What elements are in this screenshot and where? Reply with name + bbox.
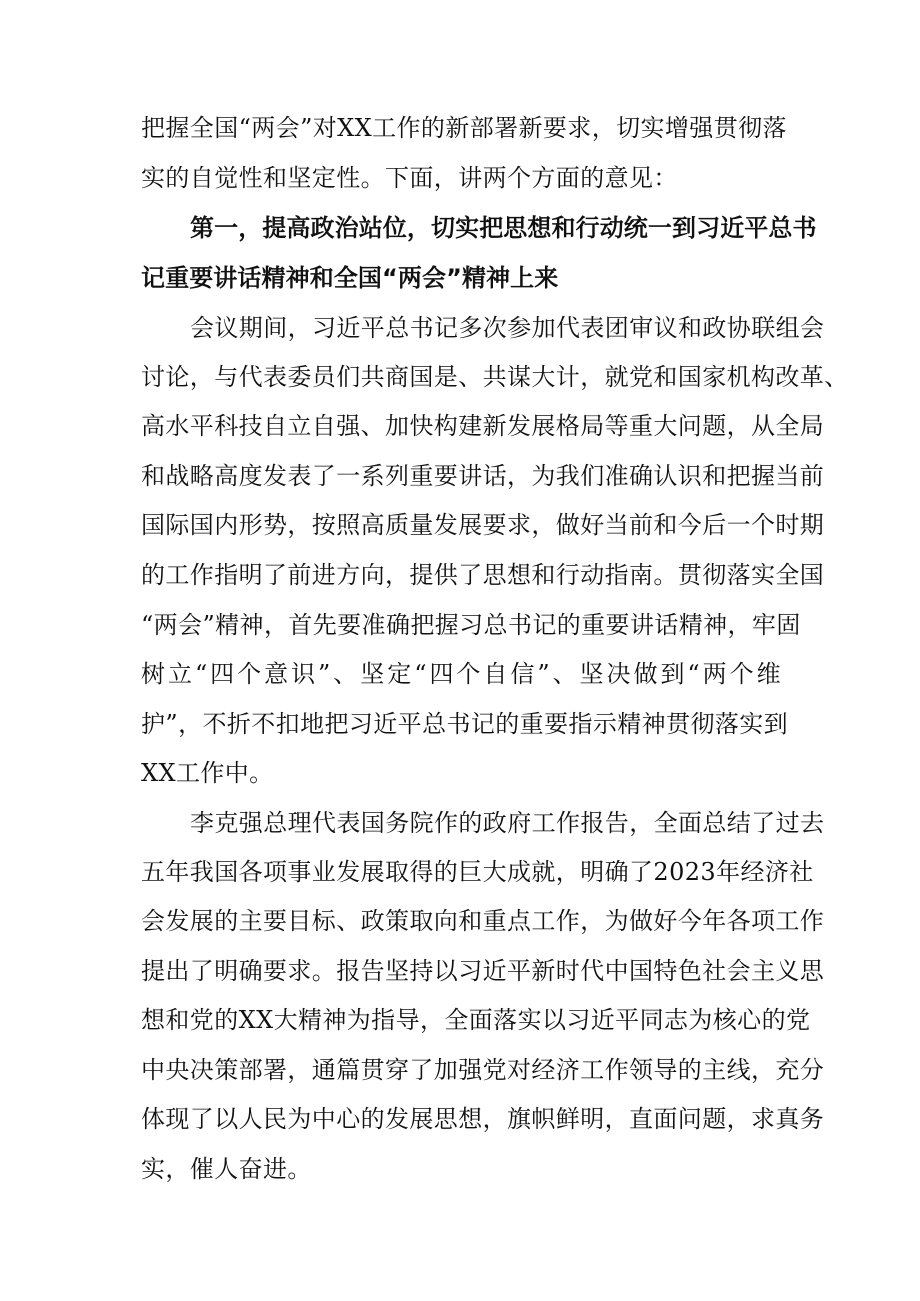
paragraph2-line-1: 李克强总理代表国务院作的政府工作报告，全面总结了过去: [190, 809, 825, 837]
paragraph1-line-4: 和战略高度发表了一系列重要讲话，为我们准确认识和把握当前: [141, 462, 825, 490]
paragraph2-line-3: 会发展的主要目标、政策取向和重点工作，为做好今年各项工作: [141, 907, 825, 935]
intro-line-2: 实的自觉性和坚定性。下面，讲两个方面的意见：: [141, 164, 678, 192]
section-heading-line-1: 第一，提高政治站位，切实把思想和行动统一到习近平总书: [190, 214, 817, 242]
section-heading-line-2: 记重要讲话精神和全国“两会”精神上来: [141, 264, 559, 292]
paragraph2-line-8: 实，催人奋进。: [141, 1155, 312, 1183]
intro-line-1: 把握全国“两会”对XX工作的新部署新要求，切实增强贯彻落: [141, 114, 787, 142]
paragraph2-line-6: 中央决策部署，通篇贯穿了加强党对经济工作领导的主线，充分: [141, 1056, 825, 1084]
paragraph2-line-4: 提出了明确要求。报告坚持以习近平新时代中国特色社会主义思: [141, 957, 825, 985]
paragraph2-line-5: 想和党的XX大精神为指导，全面落实以习近平同志为核心的党: [141, 1006, 811, 1034]
paragraph1-line-5: 国际国内形势，按照高质量发展要求，做好当前和今后一个时期: [141, 511, 825, 539]
paragraph1-line-8: 树立“四个意识”、坚定“四个自信”、坚决做到“两个维: [141, 660, 781, 688]
paragraph1-line-3: 高水平科技自立自强、加快构建新发展格局等重大问题，从全局: [141, 412, 825, 440]
paragraph2-line-7: 体现了以人民为中心的发展思想，旗帜鲜明，直面问题，求真务: [141, 1105, 825, 1133]
paragraph1-line-9: 护”，不折不扣地把习近平总书记的重要指示精神贯彻落实到: [141, 710, 789, 738]
paragraph1-line-2: 讨论，与代表委员们共商国是、共谋大计，就党和国家机构改革、: [141, 363, 849, 391]
paragraph2-line-2: 五年我国各项事业发展取得的巨大成就，明确了2023年经济社: [141, 858, 814, 886]
paragraph1-line-6: 的工作指明了前进方向，提供了思想和行动指南。贯彻落实全国: [141, 561, 825, 589]
paragraph1-line-7: “两会”精神，首先要准确把握习总书记的重要讲话精神，牢固: [141, 611, 801, 639]
paragraph1-line-10: XX工作中。: [141, 759, 274, 787]
paragraph1-line-1: 会议期间，习近平总书记多次参加代表团审议和政协联组会: [190, 314, 825, 342]
